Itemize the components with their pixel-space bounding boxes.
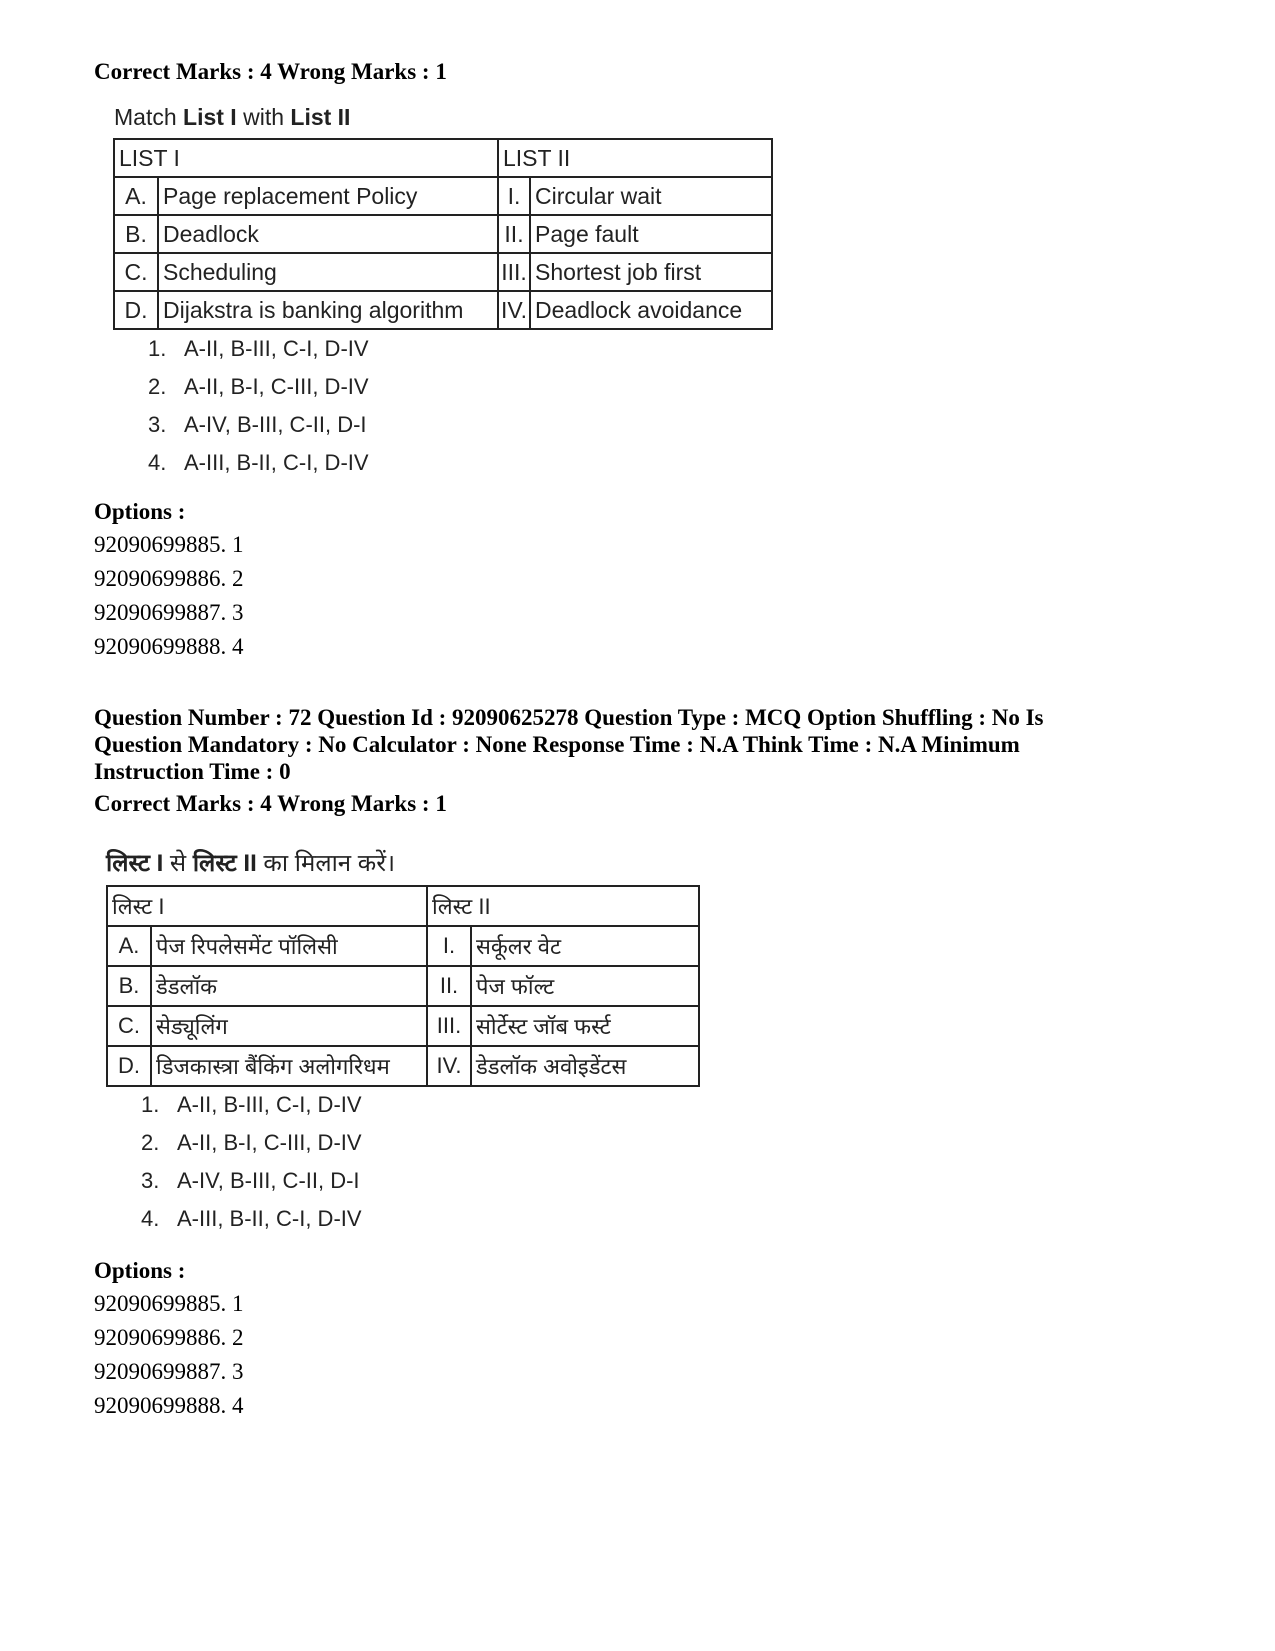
choice-item bbox=[141, 1162, 362, 1200]
choice-number: 3. bbox=[148, 412, 167, 437]
row-left: Page replacement Policy bbox=[158, 177, 498, 215]
row-right: Circular wait bbox=[530, 177, 772, 215]
match-table bbox=[113, 138, 773, 330]
choice-item bbox=[141, 1200, 362, 1238]
marks-line: Correct Marks : 4 Wrong Marks : 1 bbox=[94, 59, 447, 84]
match-list2: List II bbox=[290, 104, 351, 130]
option-row: 92090699888. 4 bbox=[94, 1393, 244, 1418]
row-left: सेड्यूलिंग bbox=[151, 1006, 427, 1046]
row-right: सर्कूलर वेट bbox=[471, 926, 699, 966]
row-right: Shortest job first bbox=[530, 253, 772, 291]
choice-text: A-II, B-I, C-III, D-IV bbox=[184, 374, 369, 399]
option-row: 92090699885. 1 bbox=[94, 532, 244, 557]
table-header-left: लिस्ट I bbox=[107, 886, 427, 926]
match-instruction-hindi bbox=[106, 846, 395, 879]
row-label: C. bbox=[114, 253, 158, 291]
choice-number: 4. bbox=[148, 450, 167, 475]
choice-number: 2. bbox=[148, 374, 167, 399]
match-suffix: का मिलान करें। bbox=[256, 850, 396, 877]
options-heading: Options : bbox=[94, 1258, 186, 1283]
choice-text: A-IV, B-III, C-II, D-I bbox=[184, 412, 367, 437]
choice-item bbox=[141, 1124, 362, 1162]
table-row bbox=[114, 215, 772, 253]
answer-choices bbox=[148, 330, 369, 482]
choice-text: A-II, B-III, C-I, D-IV bbox=[184, 336, 369, 361]
choice-text: A-II, B-III, C-I, D-IV bbox=[177, 1092, 362, 1117]
match-list1: लिस्ट I bbox=[106, 850, 164, 877]
row-roman: IV. bbox=[498, 291, 530, 329]
row-right: Page fault bbox=[530, 215, 772, 253]
match-prefix: Match bbox=[114, 104, 184, 130]
row-roman: IV. bbox=[427, 1046, 471, 1086]
table-row bbox=[107, 1006, 699, 1046]
marks-line: Correct Marks : 4 Wrong Marks : 1 bbox=[94, 791, 447, 816]
choice-item bbox=[148, 406, 369, 444]
choice-text: A-II, B-I, C-III, D-IV bbox=[177, 1130, 362, 1155]
table-header-row bbox=[114, 139, 772, 177]
row-left: पेज रिपलेसमेंट पॉलिसी bbox=[151, 926, 427, 966]
row-roman: III. bbox=[427, 1006, 471, 1046]
option-row: 92090699885. 1 bbox=[94, 1291, 244, 1316]
table-row bbox=[107, 966, 699, 1006]
choice-number: 4. bbox=[141, 1206, 160, 1231]
match-table-hindi bbox=[106, 885, 700, 1087]
match-with: with bbox=[236, 104, 291, 130]
row-right: Deadlock avoidance bbox=[530, 291, 772, 329]
question-meta: Question Number : 72 Question Id : 92090625278 Question Type : MCQ Option Shuffling : No Is Question Mandatory : No Calculator : None Response Time : N.A Think Time : N.A Minimum Instruction Time : 0 bbox=[94, 705, 1044, 784]
choice-text: A-IV, B-III, C-II, D-I bbox=[177, 1168, 360, 1193]
answer-choices bbox=[141, 1086, 362, 1238]
match-list2: लिस्ट II bbox=[192, 850, 257, 877]
row-roman: III. bbox=[498, 253, 530, 291]
row-label: A. bbox=[114, 177, 158, 215]
row-label: B. bbox=[107, 966, 151, 1006]
row-roman: I. bbox=[498, 177, 530, 215]
choice-item bbox=[148, 330, 369, 368]
row-label: D. bbox=[107, 1046, 151, 1086]
option-row: 92090699887. 3 bbox=[94, 1359, 244, 1384]
row-right: सोर्टेस्ट जॉब फर्स्ट bbox=[471, 1006, 699, 1046]
table-row bbox=[107, 926, 699, 966]
table-row bbox=[114, 291, 772, 329]
choice-item bbox=[148, 368, 369, 406]
table-header-right: LIST II bbox=[498, 139, 772, 177]
option-row: 92090699886. 2 bbox=[94, 566, 244, 591]
choice-text: A-III, B-II, C-I, D-IV bbox=[184, 450, 369, 475]
option-row: 92090699886. 2 bbox=[94, 1325, 244, 1350]
row-roman: II. bbox=[427, 966, 471, 1006]
table-header-left: LIST I bbox=[114, 139, 498, 177]
choice-number: 1. bbox=[148, 336, 167, 361]
row-left: Dijakstra is banking algorithm bbox=[158, 291, 498, 329]
match-list1: List I bbox=[183, 104, 237, 130]
row-left: डिजकास्त्रा बैंकिंग अलोगरिधम bbox=[151, 1046, 427, 1086]
row-roman: II. bbox=[498, 215, 530, 253]
table-header-right: लिस्ट II bbox=[427, 886, 699, 926]
row-left: डेडलॉक bbox=[151, 966, 427, 1006]
table-row bbox=[114, 253, 772, 291]
choice-number: 1. bbox=[141, 1092, 160, 1117]
row-label: D. bbox=[114, 291, 158, 329]
match-instruction bbox=[114, 104, 350, 131]
row-right: डेडलॉक अवोइडेंटस bbox=[471, 1046, 699, 1086]
options-list bbox=[94, 1287, 244, 1423]
row-label: A. bbox=[107, 926, 151, 966]
choice-item bbox=[141, 1086, 362, 1124]
row-label: B. bbox=[114, 215, 158, 253]
row-left: Scheduling bbox=[158, 253, 498, 291]
options-heading: Options : bbox=[94, 499, 186, 524]
choice-item bbox=[148, 444, 369, 482]
table-header-row bbox=[107, 886, 699, 926]
choice-text: A-III, B-II, C-I, D-IV bbox=[177, 1206, 362, 1231]
option-row: 92090699888. 4 bbox=[94, 634, 244, 659]
choice-number: 2. bbox=[141, 1130, 160, 1155]
row-roman: I. bbox=[427, 926, 471, 966]
option-row: 92090699887. 3 bbox=[94, 600, 244, 625]
row-label: C. bbox=[107, 1006, 151, 1046]
table-row bbox=[114, 177, 772, 215]
match-se: से bbox=[163, 850, 193, 877]
row-left: Deadlock bbox=[158, 215, 498, 253]
row-right: पेज फॉल्ट bbox=[471, 966, 699, 1006]
options-list bbox=[94, 528, 244, 664]
table-row bbox=[107, 1046, 699, 1086]
choice-number: 3. bbox=[141, 1168, 160, 1193]
